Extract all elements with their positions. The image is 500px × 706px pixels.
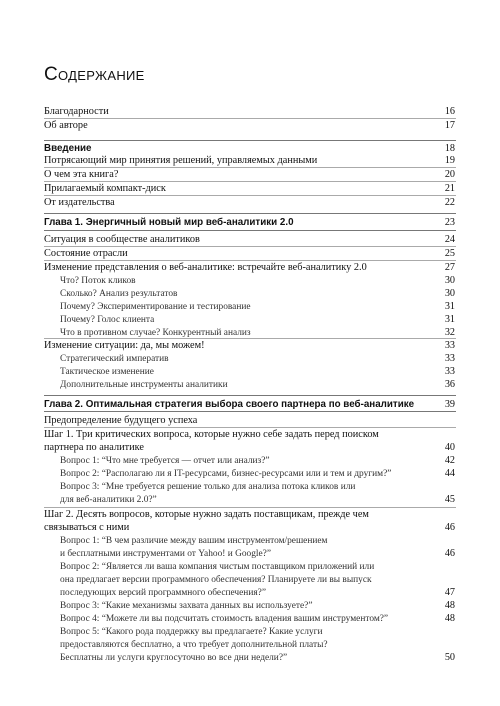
toc-page-number: 33 [444, 353, 455, 364]
toc-page-number: 17 [444, 120, 455, 131]
toc-page-number: 27 [444, 262, 455, 273]
divider-line [44, 213, 456, 214]
toc-entry-label: Стратегический императив [60, 354, 169, 364]
toc-page-number: 44 [444, 468, 455, 479]
toc-page-number: 30 [444, 288, 455, 299]
divider-line [44, 260, 456, 261]
toc-page-number: 48 [444, 613, 455, 624]
toc-page-number: 19 [444, 155, 455, 166]
toc-entry-label: она предлагает версии программного обеспечения? Планируете ли вы выпуск [60, 575, 372, 585]
toc-entry-label: Что? Поток кликов [60, 276, 136, 286]
toc-page-number: 22 [444, 197, 455, 208]
toc-entry-label: Вопрос 3: “Какие механизмы захвата данных вы используете?” [60, 601, 313, 611]
toc-entry-label: Тактическое изменение [60, 367, 154, 377]
divider-line [44, 427, 456, 428]
toc-entry-label: Изменение ситуации: да, мы можем! [44, 340, 205, 351]
toc-page-number: 25 [444, 248, 455, 259]
toc-entry-label: Шаг 1. Три критических вопроса, которые нужно себе задать перед поиском [44, 429, 379, 440]
divider-line [44, 118, 456, 119]
toc-entry-label: Вопрос 2: “Является ли ваша компания чистым поставщиком приложений или [60, 562, 375, 572]
toc-entry-label: Введение [44, 143, 92, 154]
toc-page-number: 47 [444, 587, 455, 598]
toc-entry-label: О чем эта книга? [44, 169, 119, 180]
toc-entry-label: Глава 1. Энергичный новый мир веб-аналитики 2.0 [44, 217, 294, 228]
divider-line [44, 140, 456, 141]
toc-entry-label: Вопрос 5: “Какого рода поддержку вы предлагаете? Какие услуги [60, 627, 323, 637]
toc-page-number: 40 [444, 442, 455, 453]
toc-entry-label: Изменение представления о веб-аналитике: встречайте веб-аналитику 2.0 [44, 262, 367, 273]
toc-entry-label: Прилагаемый компакт-диск [44, 183, 166, 194]
divider-line [44, 507, 456, 508]
divider-line [44, 411, 456, 412]
divider-line [44, 181, 456, 182]
toc-page-number: 32 [444, 327, 455, 338]
divider-line [44, 246, 456, 247]
toc-page-number: 16 [444, 106, 455, 117]
toc-page-number: 33 [444, 340, 455, 351]
toc-entry-label: связываться с ними [44, 522, 130, 533]
toc-entry-label: предоставляются бесплатно, а что требует дополнительной платы? [60, 640, 328, 650]
toc-page-number: 23 [444, 217, 455, 228]
toc-entry-label: Шаг 2. Десять вопросов, которые нужно задать поставщикам, прежде чем [44, 509, 369, 520]
toc-page-number: 39 [444, 399, 455, 410]
toc-page-number: 21 [444, 183, 455, 194]
toc-entry-label: последующих версий программного обеспечения?” [60, 588, 266, 598]
toc-entry-label: Об авторе [44, 120, 88, 131]
toc-entry-label: Потрясающий мир принятия решений, управляемых данными [44, 155, 318, 166]
toc-entry-label: Вопрос 2: “Располагаю ли я IT-ресурсами, бизнес-ресурсами или и тем и другим?” [60, 469, 392, 479]
toc-entry-label: Благодарности [44, 106, 109, 117]
page-title: Содержание [44, 64, 145, 85]
toc-page-number: 42 [444, 455, 455, 466]
toc-entry-label: Почему? Экспериментирование и тестирование [60, 302, 251, 312]
toc-entry-label: Вопрос 1: “Что мне требуется — отчет или анализ?” [60, 456, 270, 466]
toc-page-number: 24 [444, 234, 455, 245]
toc-page-number: 20 [444, 169, 455, 180]
toc-page-number: 50 [444, 652, 455, 663]
toc-page-number: 18 [444, 143, 455, 154]
toc-page-number: 31 [444, 314, 455, 325]
toc-page-number: 33 [444, 366, 455, 377]
toc-entry-label: Глава 2. Оптимальная стратегия выбора своего партнера по веб-аналитике [44, 399, 415, 410]
divider-line [44, 167, 456, 168]
toc-entry-label: Что в противном случае? Конкурентный анализ [60, 328, 251, 338]
toc-entry-label: Вопрос 1: “В чем различие между вашим инструментом/решением [60, 536, 328, 546]
divider-line [44, 395, 456, 396]
toc-entry-label: Сколько? Анализ результатов [60, 289, 178, 299]
toc-page-number: 30 [444, 275, 455, 286]
toc-entry-label: Предопределение будущего успеха [44, 415, 198, 426]
toc-entry-label: Ситуация в сообществе аналитиков [44, 234, 200, 245]
toc-page-number: 31 [444, 301, 455, 312]
toc-entry-label: Вопрос 3: “Мне требуется решение только для анализа потока кликов или [60, 482, 356, 492]
toc-page-number: 46 [444, 548, 455, 559]
toc-entry-label: и бесплатными инструментами от Yahoo! и Google?” [60, 549, 271, 559]
toc-entry-label: От издательства [44, 197, 115, 208]
divider-line [44, 230, 456, 231]
toc-entry-label: Вопрос 4: “Можете ли вы подсчитать стоимость владения вашим инструментом?” [60, 614, 389, 624]
toc-entry-label: для веб-аналитики 2.0?” [60, 495, 157, 505]
toc-entry-label: Почему? Голос клиента [60, 315, 155, 325]
toc-entry-label: Бесплатны ли услуги круглосуточно во все дни недели?” [60, 653, 288, 663]
toc-page-number: 48 [444, 600, 455, 611]
toc-entry-label: партнера по аналитике [44, 442, 144, 453]
toc-entry-label: Состояние отрасли [44, 248, 128, 259]
toc-page-number: 46 [444, 522, 455, 533]
toc-entry-label: Дополнительные инструменты аналитики [60, 380, 228, 390]
toc-page-number: 45 [444, 494, 455, 505]
toc-page-number: 36 [444, 379, 455, 390]
divider-line [44, 195, 456, 196]
